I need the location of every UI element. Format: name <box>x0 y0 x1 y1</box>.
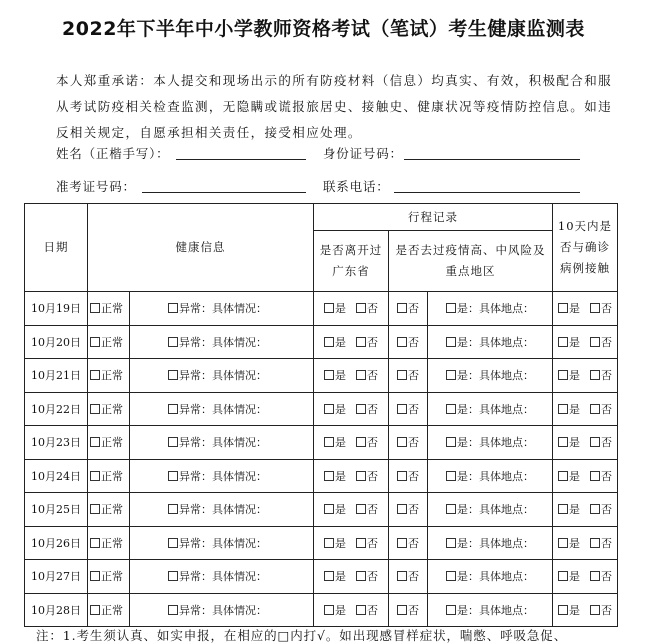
no-label: 否 <box>408 570 419 584</box>
health-normal-cell <box>88 426 130 460</box>
risk-area-no-cell <box>389 560 428 594</box>
checkbox-icon[interactable] <box>90 337 100 347</box>
checkbox-icon[interactable] <box>90 437 100 447</box>
health-normal-cell <box>88 359 130 393</box>
no-label: 否 <box>367 369 378 383</box>
health-normal-cell <box>88 560 130 594</box>
health-abnormal-cell <box>130 325 314 359</box>
field-row-name-id <box>56 144 636 162</box>
checkbox-icon[interactable] <box>558 571 568 581</box>
abnormal-label: 异常：具体情况： <box>179 436 267 450</box>
no-label: 否 <box>601 369 612 383</box>
date-cell <box>25 459 88 493</box>
row-date: 10月23日 <box>31 436 81 450</box>
normal-label: 正常 <box>101 302 123 316</box>
normal-label: 正常 <box>101 536 123 550</box>
row-date: 10月27日 <box>31 570 81 584</box>
checkbox-icon[interactable] <box>590 571 600 581</box>
contact-cell <box>553 359 618 393</box>
checkbox-icon[interactable] <box>356 404 366 414</box>
no-label: 否 <box>601 335 612 349</box>
checkbox-icon[interactable] <box>356 337 366 347</box>
checkbox-icon[interactable] <box>90 605 100 615</box>
yes-label: 是 <box>569 402 580 416</box>
yes-label: 是 <box>335 436 346 450</box>
checkbox-icon[interactable] <box>168 437 178 447</box>
phone-label: 联系电话： <box>323 179 390 194</box>
checkbox-icon[interactable] <box>168 538 178 548</box>
checkbox-icon[interactable] <box>356 370 366 380</box>
checkbox-icon[interactable] <box>558 538 568 548</box>
table-row <box>25 359 618 393</box>
normal-label: 正常 <box>101 402 123 416</box>
checkbox-icon[interactable] <box>324 437 334 447</box>
yes-label: 是 <box>569 536 580 550</box>
no-label: 否 <box>601 570 612 584</box>
row-date: 10月24日 <box>31 469 81 483</box>
checkbox-icon[interactable] <box>446 538 456 548</box>
no-label: 否 <box>408 402 419 416</box>
checkbox-icon[interactable] <box>168 303 178 313</box>
no-label: 否 <box>601 503 612 517</box>
table-row <box>25 459 618 493</box>
left-guangdong-cell <box>314 426 389 460</box>
date-cell <box>25 526 88 560</box>
table-row <box>25 392 618 426</box>
risk-area-no-cell <box>389 493 428 527</box>
place-label: 是：具体地点： <box>457 503 534 517</box>
health-normal-cell <box>88 493 130 527</box>
checkbox-icon[interactable] <box>397 538 407 548</box>
health-header: 健康信息 <box>88 204 314 292</box>
date-cell <box>25 392 88 426</box>
contact-cell <box>553 392 618 426</box>
health-abnormal-cell <box>130 493 314 527</box>
checkbox-icon[interactable] <box>356 471 366 481</box>
place-label: 是：具体地点： <box>457 570 534 584</box>
checkbox-icon[interactable] <box>90 303 100 313</box>
abnormal-label: 异常：具体情况： <box>179 536 267 550</box>
yes-label: 是 <box>569 469 580 483</box>
checkbox-icon[interactable] <box>590 605 600 615</box>
no-label: 否 <box>601 436 612 450</box>
checkbox-icon[interactable] <box>397 404 407 414</box>
checkbox-icon[interactable] <box>324 303 334 313</box>
health-normal-cell <box>88 325 130 359</box>
checkbox-icon[interactable] <box>324 471 334 481</box>
row-date: 10月28日 <box>31 603 81 617</box>
risk-area-place-cell <box>428 526 553 560</box>
table-row <box>25 426 618 460</box>
checkbox-icon[interactable] <box>558 471 568 481</box>
date-header: 日期 <box>25 204 88 292</box>
name-field[interactable] <box>176 145 306 160</box>
checkbox-icon[interactable] <box>558 337 568 347</box>
abnormal-label: 异常：具体情况： <box>179 402 267 416</box>
no-label: 否 <box>367 469 378 483</box>
yes-label: 是 <box>335 302 346 316</box>
checkbox-icon[interactable] <box>590 337 600 347</box>
table-row <box>25 593 618 627</box>
risk-area-no-cell <box>389 392 428 426</box>
checkbox-icon[interactable] <box>90 404 100 414</box>
checkbox-icon[interactable] <box>446 303 456 313</box>
date-cell <box>25 493 88 527</box>
no-label: 否 <box>367 436 378 450</box>
checkbox-icon[interactable] <box>590 471 600 481</box>
row-date: 10月25日 <box>31 503 81 517</box>
no-label: 否 <box>367 402 378 416</box>
risk-area-place-cell <box>428 426 553 460</box>
contact-cell <box>553 526 618 560</box>
checkbox-icon[interactable] <box>356 571 366 581</box>
checkbox-icon[interactable] <box>397 337 407 347</box>
date-cell <box>25 426 88 460</box>
checkbox-icon[interactable] <box>397 571 407 581</box>
checkbox-icon[interactable] <box>446 404 456 414</box>
checkbox-icon[interactable] <box>590 437 600 447</box>
no-label: 否 <box>408 335 419 349</box>
left-guangdong-cell <box>314 459 389 493</box>
checkbox-icon[interactable] <box>397 605 407 615</box>
place-label: 是：具体地点： <box>457 402 534 416</box>
risk-area-place-cell <box>428 593 553 627</box>
checkbox-icon[interactable] <box>356 437 366 447</box>
normal-label: 正常 <box>101 369 123 383</box>
no-label: 否 <box>408 536 419 550</box>
row-date: 10月21日 <box>31 369 81 383</box>
place-label: 是：具体地点： <box>457 469 534 483</box>
no-label: 否 <box>601 536 612 550</box>
yes-label: 是 <box>335 603 346 617</box>
checkbox-icon[interactable] <box>90 504 100 514</box>
checkbox-icon[interactable] <box>446 337 456 347</box>
risk-area-place-cell <box>428 359 553 393</box>
normal-label: 正常 <box>101 335 123 349</box>
checkbox-icon[interactable] <box>168 337 178 347</box>
id-number-field[interactable] <box>404 145 580 160</box>
contact-cell <box>553 560 618 594</box>
health-abnormal-cell <box>130 392 314 426</box>
abnormal-label: 异常：具体情况： <box>179 335 267 349</box>
no-label: 否 <box>408 603 419 617</box>
yes-label: 是 <box>335 402 346 416</box>
row-date: 10月20日 <box>31 335 81 349</box>
checkbox-icon[interactable] <box>558 437 568 447</box>
yes-label: 是 <box>335 369 346 383</box>
checkbox-icon[interactable] <box>168 404 178 414</box>
abnormal-label: 异常：具体情况： <box>179 469 267 483</box>
checkbox-icon[interactable] <box>446 571 456 581</box>
no-label: 否 <box>601 469 612 483</box>
checkbox-icon[interactable] <box>324 504 334 514</box>
no-label: 否 <box>367 603 378 617</box>
place-label: 是：具体地点： <box>457 369 534 383</box>
risk-area-header: 是否去过疫情高、中风险及重点地区 <box>389 231 553 292</box>
checkbox-icon[interactable] <box>324 337 334 347</box>
no-label: 否 <box>601 603 612 617</box>
contact-cell <box>553 325 618 359</box>
id-number-label: 身份证号码： <box>323 146 403 161</box>
yes-label: 是 <box>569 436 580 450</box>
checkbox-icon[interactable] <box>590 303 600 313</box>
checkbox-icon[interactable] <box>397 504 407 514</box>
health-abnormal-cell <box>130 526 314 560</box>
contact-header: 10天内是否与确诊病例接触 <box>553 204 618 292</box>
risk-area-no-cell <box>389 292 428 326</box>
no-label: 否 <box>367 536 378 550</box>
abnormal-label: 异常：具体情况： <box>179 570 267 584</box>
health-normal-cell <box>88 459 130 493</box>
normal-label: 正常 <box>101 603 123 617</box>
checkbox-icon[interactable] <box>168 370 178 380</box>
yes-label: 是 <box>569 335 580 349</box>
no-label: 否 <box>408 469 419 483</box>
row-date: 10月26日 <box>31 536 81 550</box>
yes-label: 是 <box>335 335 346 349</box>
health-normal-cell <box>88 292 130 326</box>
contact-cell <box>553 426 618 460</box>
contact-cell <box>553 493 618 527</box>
yes-label: 是 <box>569 503 580 517</box>
no-label: 否 <box>367 302 378 316</box>
checkbox-icon[interactable] <box>168 605 178 615</box>
travel-header: 行程记录 <box>314 204 553 231</box>
pledge-text: 本人郑重承诺：本人提交和现场出示的所有防疫材料（信息）均真实、有效，积极配合和服从考试防疫相关检查监测，无隐瞒或谎报旅居史、接触史、健康状况等疫情防控信息。如违反相关规定，自愿承担相关责任，接受相应处理。 <box>56 73 613 140</box>
page-title: 2022年下半年中小学教师资格考试（笔试）考生健康监测表 <box>62 18 585 40</box>
health-normal-cell <box>88 392 130 426</box>
checkbox-icon[interactable] <box>558 370 568 380</box>
abnormal-label: 异常：具体情况： <box>179 369 267 383</box>
checkbox-icon[interactable] <box>558 504 568 514</box>
checkbox-icon[interactable] <box>590 538 600 548</box>
health-monitor-table <box>24 203 618 627</box>
yes-label: 是 <box>569 302 580 316</box>
left-guangdong-cell <box>314 493 389 527</box>
no-label: 否 <box>408 369 419 383</box>
yes-label: 是 <box>335 469 346 483</box>
normal-label: 正常 <box>101 469 123 483</box>
name-label: 姓名（正楷手写）： <box>56 146 170 161</box>
no-label: 否 <box>601 302 612 316</box>
yes-label: 是 <box>569 570 580 584</box>
checkbox-icon[interactable] <box>356 504 366 514</box>
table-row <box>25 292 618 326</box>
field-row-ticket-phone <box>56 177 636 195</box>
left-guangdong-cell <box>314 325 389 359</box>
date-cell <box>25 560 88 594</box>
place-label: 是：具体地点： <box>457 603 534 617</box>
abnormal-label: 异常：具体情况： <box>179 503 267 517</box>
left-guangdong-header: 是否离开过广东省 <box>314 231 389 292</box>
table-row <box>25 493 618 527</box>
yes-label: 是 <box>335 503 346 517</box>
checkbox-icon[interactable] <box>356 303 366 313</box>
risk-area-place-cell <box>428 292 553 326</box>
place-label: 是：具体地点： <box>457 302 534 316</box>
no-label: 否 <box>408 436 419 450</box>
risk-area-place-cell <box>428 325 553 359</box>
checkbox-icon[interactable] <box>446 605 456 615</box>
no-label: 否 <box>367 570 378 584</box>
contact-cell <box>553 292 618 326</box>
risk-area-no-cell <box>389 325 428 359</box>
risk-area-no-cell <box>389 593 428 627</box>
no-label: 否 <box>367 335 378 349</box>
place-label: 是：具体地点： <box>457 335 534 349</box>
abnormal-label: 异常：具体情况： <box>179 603 267 617</box>
place-label: 是：具体地点： <box>457 536 534 550</box>
checkbox-icon[interactable] <box>90 538 100 548</box>
checkbox-icon[interactable] <box>356 605 366 615</box>
health-abnormal-cell <box>130 359 314 393</box>
yes-label: 是 <box>569 603 580 617</box>
no-label: 否 <box>367 503 378 517</box>
checkbox-icon[interactable] <box>324 370 334 380</box>
left-guangdong-cell <box>314 359 389 393</box>
left-guangdong-cell <box>314 593 389 627</box>
yes-label: 是 <box>335 570 346 584</box>
checkbox-icon[interactable] <box>446 504 456 514</box>
health-abnormal-cell <box>130 292 314 326</box>
table-row <box>25 526 618 560</box>
checkbox-icon[interactable] <box>90 471 100 481</box>
left-guangdong-cell <box>314 392 389 426</box>
health-normal-cell <box>88 593 130 627</box>
health-abnormal-cell <box>130 593 314 627</box>
risk-area-place-cell <box>428 560 553 594</box>
checkbox-icon[interactable] <box>397 303 407 313</box>
health-abnormal-cell <box>130 459 314 493</box>
checkbox-icon[interactable] <box>446 437 456 447</box>
checkbox-icon[interactable] <box>90 370 100 380</box>
checkbox-icon[interactable] <box>324 404 334 414</box>
date-cell <box>25 359 88 393</box>
abnormal-label: 异常：具体情况： <box>179 302 267 316</box>
contact-cell <box>553 459 618 493</box>
checkbox-icon[interactable] <box>324 571 334 581</box>
table-row <box>25 560 618 594</box>
checkbox-icon[interactable] <box>590 370 600 380</box>
table-row <box>25 325 618 359</box>
date-cell <box>25 325 88 359</box>
checkbox-icon[interactable] <box>356 538 366 548</box>
health-abnormal-cell <box>130 560 314 594</box>
date-cell <box>25 292 88 326</box>
checkbox-icon[interactable] <box>558 605 568 615</box>
risk-area-no-cell <box>389 426 428 460</box>
risk-area-place-cell <box>428 493 553 527</box>
checkbox-icon[interactable] <box>397 471 407 481</box>
checkbox-icon[interactable] <box>324 538 334 548</box>
yes-label: 是 <box>569 369 580 383</box>
health-normal-cell <box>88 526 130 560</box>
left-guangdong-cell <box>314 560 389 594</box>
row-date: 10月19日 <box>31 302 81 316</box>
checkbox-icon[interactable] <box>558 303 568 313</box>
no-label: 否 <box>408 302 419 316</box>
checkbox-icon[interactable] <box>590 404 600 414</box>
risk-area-place-cell <box>428 392 553 426</box>
footnote: 注：1.考生须认真、如实申报，在相应的□内打√。如出现感冒样症状，喘憋、呼吸急促、 <box>36 628 568 643</box>
ticket-number-field[interactable] <box>142 178 306 193</box>
left-guangdong-cell <box>314 526 389 560</box>
phone-field[interactable] <box>394 178 580 193</box>
checkbox-icon[interactable] <box>324 605 334 615</box>
contact-cell <box>553 593 618 627</box>
risk-area-no-cell <box>389 359 428 393</box>
checkbox-icon[interactable] <box>397 370 407 380</box>
date-cell <box>25 593 88 627</box>
row-date: 10月22日 <box>31 402 81 416</box>
no-label: 否 <box>408 503 419 517</box>
checkbox-icon[interactable] <box>590 504 600 514</box>
checkbox-icon[interactable] <box>168 471 178 481</box>
normal-label: 正常 <box>101 436 123 450</box>
normal-label: 正常 <box>101 503 123 517</box>
checkbox-icon[interactable] <box>168 571 178 581</box>
ticket-number-label: 准考证号码： <box>56 179 136 194</box>
checkbox-icon[interactable] <box>168 504 178 514</box>
normal-label: 正常 <box>101 570 123 584</box>
checkbox-icon[interactable] <box>558 404 568 414</box>
yes-label: 是 <box>335 536 346 550</box>
left-guangdong-cell <box>314 292 389 326</box>
risk-area-no-cell <box>389 526 428 560</box>
place-label: 是：具体地点： <box>457 436 534 450</box>
checkbox-icon[interactable] <box>446 370 456 380</box>
checkbox-icon[interactable] <box>446 471 456 481</box>
risk-area-no-cell <box>389 459 428 493</box>
checkbox-icon[interactable] <box>397 437 407 447</box>
risk-area-place-cell <box>428 459 553 493</box>
health-abnormal-cell <box>130 426 314 460</box>
no-label: 否 <box>601 402 612 416</box>
checkbox-icon[interactable] <box>90 571 100 581</box>
